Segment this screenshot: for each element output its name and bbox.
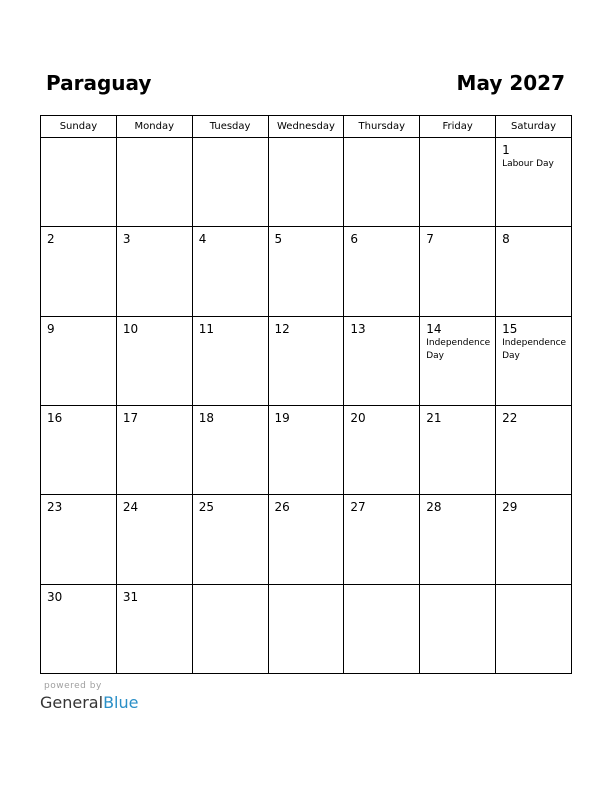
day-cell [116,138,192,227]
day-cell [420,405,496,494]
weekday-header: Thursday [344,116,420,138]
week-row [41,405,572,494]
day-number: 16 [47,410,63,425]
day-cell [420,316,496,405]
day-number: 13 [350,321,366,336]
calendar-body [41,138,572,674]
day-number: 23 [47,500,63,515]
day-cell [116,227,192,316]
day-cell [268,138,344,227]
weekday-header: Monday [116,116,192,138]
day-number: 17 [122,410,139,425]
day-cell [496,227,572,316]
powered-by-text: powered by [44,681,102,691]
weekday-header: Sunday [41,116,117,138]
week-row [41,584,572,673]
day-number: 4 [198,232,207,247]
day-cell [496,584,572,673]
day-cell [268,316,344,405]
day-number: 7 [426,232,434,247]
day-cell [268,495,344,584]
day-cell [192,227,268,316]
day-number: 29 [502,500,518,515]
week-row [41,316,572,405]
day-cell [116,495,192,584]
day-cell [116,405,192,494]
day-number: 9 [47,321,55,336]
day-cell [420,584,496,673]
day-number: 31 [122,589,139,604]
day-cell [496,495,572,584]
day-cell [41,138,117,227]
day-cell [344,316,420,405]
day-cell [344,584,420,673]
week-row [41,495,572,584]
week-row [41,138,572,227]
day-cell [192,138,268,227]
day-cell [344,138,420,227]
day-cell [344,405,420,494]
day-number: 25 [198,500,214,515]
day-cell [268,584,344,673]
week-row [41,227,572,316]
holiday-label: Labour Day [502,159,554,169]
day-number: 22 [502,410,518,425]
day-cell [496,316,572,405]
day-cell [116,584,192,673]
day-number: 14 [426,321,442,336]
day-cell [496,138,572,227]
weekday-header: Tuesday [192,116,268,138]
day-cell [192,405,268,494]
day-cell [420,138,496,227]
day-number: 12 [274,321,290,336]
day-number: 15 [502,321,518,336]
weekday-header: Friday [420,116,496,138]
weekday-header: Wednesday [268,116,344,138]
day-number: 8 [502,232,510,247]
day-number: 30 [47,589,63,604]
day-number: 2 [47,232,55,247]
day-number: 3 [122,232,131,247]
brand-logo [40,693,138,712]
country-title: Paraguay [46,71,152,95]
brand-blue: Blue [103,693,139,712]
holiday-label: Independence Day [502,337,567,361]
day-number: 24 [122,500,139,515]
day-number: 1 [502,143,510,157]
day-number: 10 [122,321,139,336]
day-number: 6 [350,232,359,247]
day-cell [268,405,344,494]
day-cell [496,405,572,494]
day-cell [420,495,496,584]
day-number: 27 [350,500,366,515]
day-number: 21 [426,410,442,425]
calendar-grid [40,115,572,674]
day-cell [344,227,420,316]
day-number: 11 [198,321,214,336]
day-cell [344,495,420,584]
day-number: 5 [274,232,283,247]
footer-branding [40,681,138,712]
day-cell [41,584,117,673]
weekday-header-row [41,116,572,138]
day-number: 28 [426,500,442,515]
day-cell [192,495,268,584]
day-number: 19 [274,410,290,425]
day-cell [116,316,192,405]
day-cell [41,316,117,405]
day-cell [420,227,496,316]
weekday-header: Saturday [496,116,572,138]
day-cell [41,495,117,584]
day-cell [41,227,117,316]
month-year-title: May 2027 [456,71,565,95]
day-cell [268,227,344,316]
day-number: 18 [198,410,214,425]
brand-general: General [40,693,104,712]
day-cell [192,584,268,673]
day-number: 26 [274,500,290,515]
holiday-label: Independence Day [426,337,491,361]
day-number: 20 [350,410,366,425]
day-cell [41,405,117,494]
day-cell [192,316,268,405]
